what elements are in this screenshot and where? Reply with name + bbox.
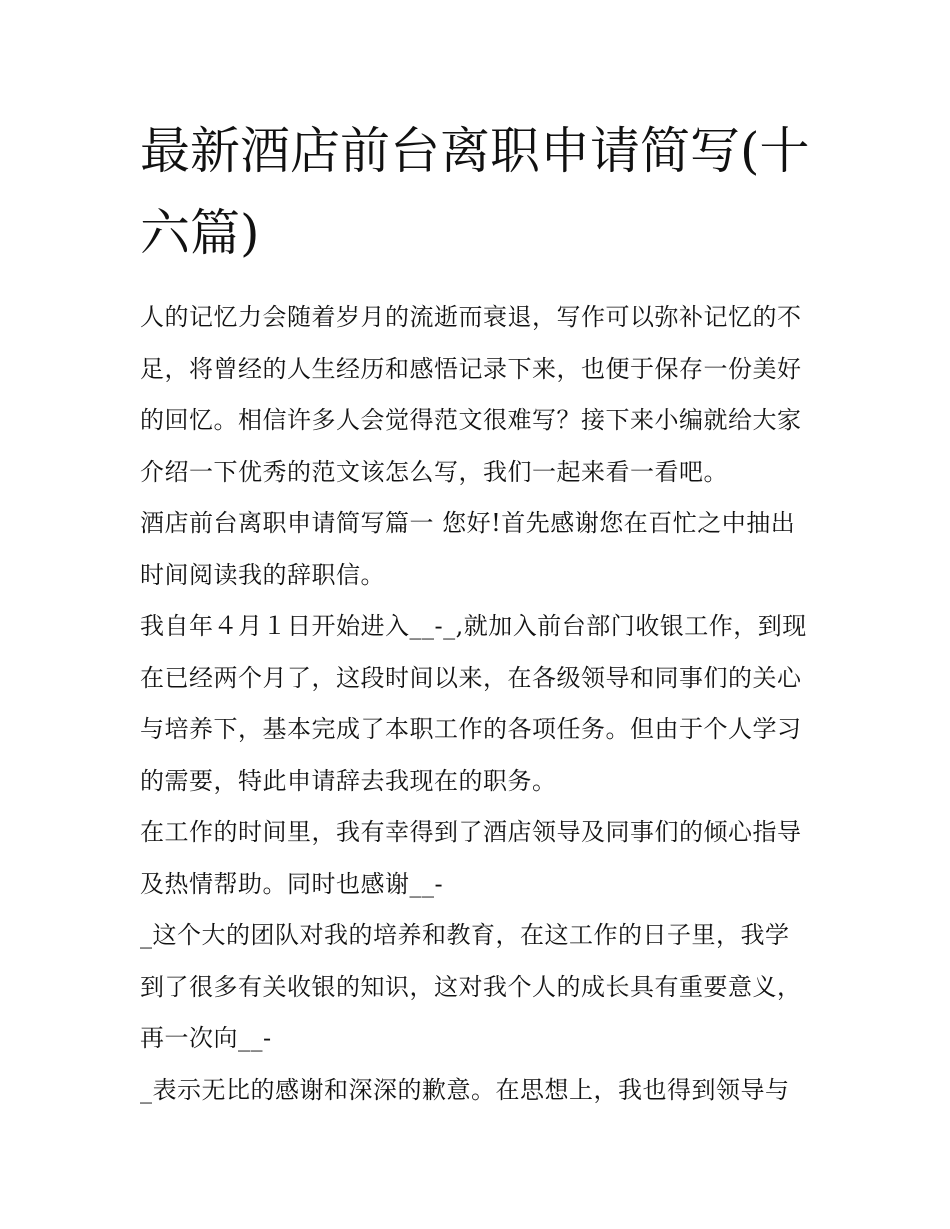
paragraph-apology: _表示无比的感谢和深深的歉意。在思想上，我也得到领导与: [140, 1075, 790, 1104]
document-content: [140, 110, 812, 1116]
paragraph-team: _这个大的团队对我的培养和教育，在这工作的日子里，我学到了很多有关收银的知识，这对我个人的成长具有重要意义，再一次向__-: [140, 921, 802, 1052]
paragraph-greeting: 酒店前台离职申请简写篇一 您好!首先感谢您在百忙之中抽出时间阅读我的辞职信。: [140, 509, 796, 589]
paragraph-intro: 人的记忆力会随着岁月的流逝而衰退，写作可以弥补记忆的不足，将曾经的人生经历和感悟记录下来，也便于保存一份美好的回忆。相信许多人会觉得范文很难写？接下来小编就给大家介绍一下优秀的范文该怎么写，我们一起来看一看吧。: [140, 303, 802, 486]
paragraph-background: 我自年４月１日开始进入__-_,就加入前台部门收银工作，到现在已经两个月了，这段时间以来，在各级领导和同事们的关心与培养下，基本完成了本职工作的各项任务。但由于个人学习的需要，特此申请辞去我现在的职务。: [140, 612, 807, 795]
document-body: [140, 292, 812, 1116]
document-title: 最新酒店前台离职申请简写(十六篇): [140, 122, 810, 262]
paragraph-thanks: 在工作的时间里，我有幸得到了酒店领导及同事们的倾心指导及热情帮助。同时也感谢__-: [140, 818, 802, 898]
